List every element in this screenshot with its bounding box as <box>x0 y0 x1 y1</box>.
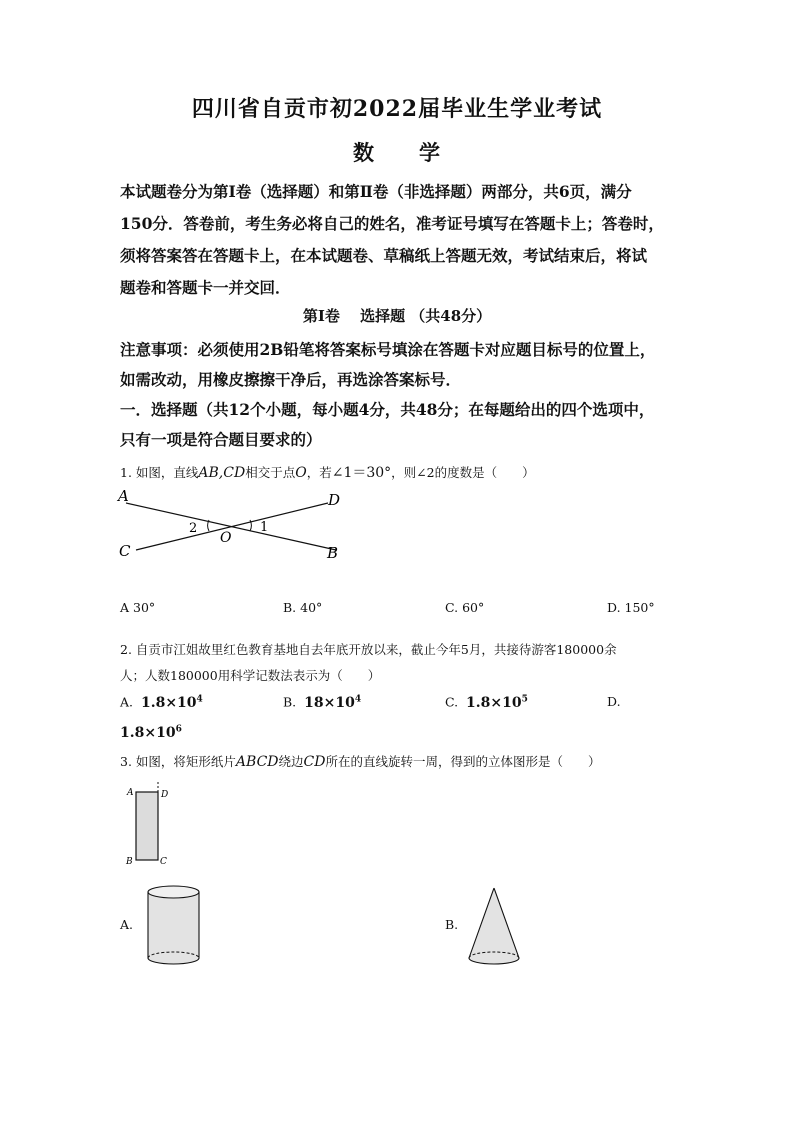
rectangle-abcd <box>136 792 158 860</box>
intro-line-1: 本试题卷分为第Ⅰ卷（选择题）和第Ⅱ卷（非选择题）两部分，共6页，满分 <box>120 182 632 201</box>
q2-line-2: 人；人数180000用科学记数法表示为（ ） <box>120 668 381 683</box>
q2-option-c-exp: 5 <box>521 694 528 704</box>
q2-option-a-label: A. <box>120 694 134 710</box>
q3-option-b[interactable]: B. <box>445 917 459 932</box>
cylinder-shape <box>148 886 199 964</box>
q1-option-b[interactable]: B. 40° <box>283 600 323 615</box>
cone-shape <box>469 888 519 964</box>
q2-line-1: 2. 自贡市江姐故里红色教育基地自去年底开放以来，截止今年5月，共接待游客180000余 <box>120 642 617 657</box>
rect-label-D: D <box>161 790 169 800</box>
q2-option-b-base: 18×10 <box>304 694 355 711</box>
label-D: D <box>328 491 341 509</box>
intro-line-4: 题卷和答题卡一并交回． <box>120 278 291 297</box>
notice-line-1: 注意事项：必须使用2B铅笔将答案标号填涂在答题卡对应题目标号的位置上， <box>120 340 656 359</box>
q1-lines: AB,CD <box>198 465 246 481</box>
q2-option-a-exp: 4 <box>196 694 203 704</box>
q3-suffix: 所在的直线旋转一周，得到的立体图形是（ ） <box>325 754 601 769</box>
q1-mid: 相交于点 <box>245 465 296 480</box>
q1-prefix: 1. 如图，直线 <box>120 465 199 480</box>
q2-option-c-label: C. <box>445 694 459 710</box>
q1-point: O <box>295 465 307 481</box>
q1-option-a[interactable]: A 30° <box>120 600 156 615</box>
q3-option-a[interactable]: A. <box>120 917 134 932</box>
q1-condition: ∠1＝30° <box>331 465 392 481</box>
q3-edge: CD <box>303 754 326 770</box>
q3-rect: ABCD <box>235 754 279 770</box>
label-B: B <box>327 544 339 562</box>
label-O: O <box>220 530 232 546</box>
q1-option-c[interactable]: C. 60° <box>445 600 485 615</box>
q3-mid: 绕边 <box>278 754 304 769</box>
label-C: C <box>119 542 131 560</box>
q1-cond-prefix: ，若 <box>306 465 332 480</box>
part-line-2: 只有一项是符合题目要求的） <box>120 430 322 449</box>
intro-line-3: 须将答案答在答题卡上，在本试题卷、草稿纸上答题无效，考试结束后，将试 <box>120 246 648 265</box>
q2-option-a-base: 1.8×10 <box>140 694 197 711</box>
label-A: A <box>118 487 129 505</box>
q1-option-d[interactable]: D. 150° <box>607 600 655 615</box>
q2-option-d-exp: 6 <box>175 724 182 734</box>
q2-option-b-label: B. <box>283 694 297 710</box>
intro-line-2: 150分．答卷前，考生务必将自己的姓名，准考证号填写在答题卡上；答卷时， <box>120 214 664 233</box>
q2-option-d-label[interactable]: D. <box>607 694 621 709</box>
notice-line-2: 如需改动，用橡皮擦擦干净后，再选涂答案标号． <box>120 370 462 389</box>
q2-option-d-base: 1.8×10 <box>120 724 176 741</box>
q2-option-b-exp: 4 <box>354 694 362 704</box>
q1-suffix: ，则∠2的度数是（ ） <box>391 465 535 480</box>
rect-label-A: A <box>127 788 134 798</box>
rect-label-C: C <box>160 857 167 867</box>
subject-char-2: 学 <box>419 140 441 165</box>
section-heading: 第Ⅰ卷 选择题 （共48分） <box>302 307 492 325</box>
label-angle-1: 1 <box>260 520 269 535</box>
q2-option-c-base: 1.8×10 <box>466 694 522 711</box>
part-line-1: 一．选择题（共12个小题，每小题4分，共48分；在每题给出的四个选项中， <box>120 400 655 419</box>
exam-title: 四川省自贡市初2022届毕业生学业考试 <box>191 96 603 122</box>
subject-char-1: 数 <box>353 140 375 165</box>
label-angle-2: 2 <box>189 521 198 536</box>
rect-label-B: B <box>126 857 133 867</box>
q3-prefix: 3. 如图，将矩形纸片 <box>120 754 236 769</box>
